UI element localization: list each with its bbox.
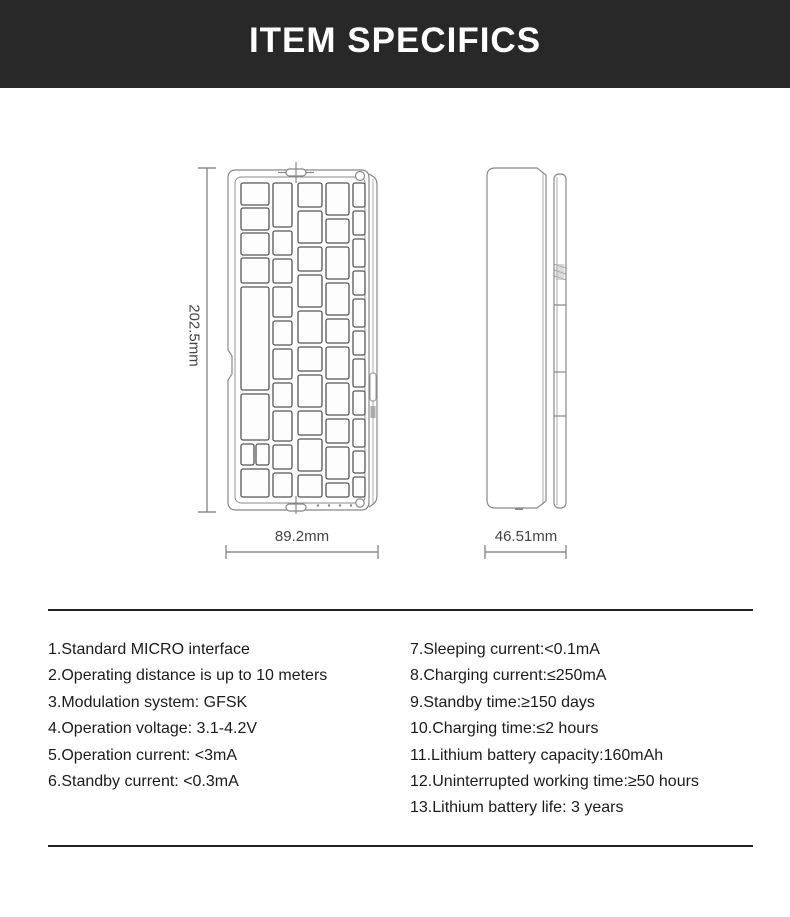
spec-list-left bbox=[48, 637, 327, 795]
page-title: ITEM SPECIFICS bbox=[248, 21, 542, 60]
front-width-dimension-line bbox=[222, 543, 382, 561]
spec-item: 11.Lithium battery capacity:160mAh bbox=[410, 746, 664, 764]
header-bar bbox=[0, 0, 790, 88]
spec-item: 4.Operation voltage: 3.1-4.2V bbox=[48, 720, 258, 738]
spec-item: 9.Standby time:≥150 days bbox=[410, 693, 595, 711]
top-divider bbox=[48, 609, 753, 611]
side-width-dimension-label: 46.51mm bbox=[494, 528, 558, 545]
spec-item: 12.Uninterrupted working time:≥50 hours bbox=[410, 773, 699, 791]
spec-item: 2.Operating distance is up to 10 meters bbox=[48, 667, 328, 685]
spec-item: 8.Charging current:≤250mA bbox=[410, 667, 607, 685]
spec-item: 3.Modulation system: GFSK bbox=[48, 693, 248, 711]
spec-item: 1.Standard MICRO interface bbox=[48, 641, 250, 658]
spec-item: 10.Charging time:≤2 hours bbox=[410, 720, 599, 738]
spec-item: 7.Sleeping current:<0.1mA bbox=[410, 641, 600, 658]
keyboard-side-view-drawing bbox=[480, 160, 575, 516]
spec-item: 5.Operation current: <3mA bbox=[48, 746, 237, 764]
bottom-divider bbox=[48, 845, 753, 847]
spec-list-right bbox=[410, 637, 699, 822]
height-dimension-label: 202.5mm bbox=[185, 304, 203, 367]
side-width-dimension-line bbox=[482, 543, 572, 561]
keyboard-front-view-drawing bbox=[222, 160, 382, 516]
front-width-dimension-label: 89.2mm bbox=[274, 528, 330, 545]
spec-item: 13.Lithium battery life: 3 years bbox=[410, 799, 624, 817]
spec-item: 6.Standby current: <0.3mA bbox=[48, 773, 239, 791]
